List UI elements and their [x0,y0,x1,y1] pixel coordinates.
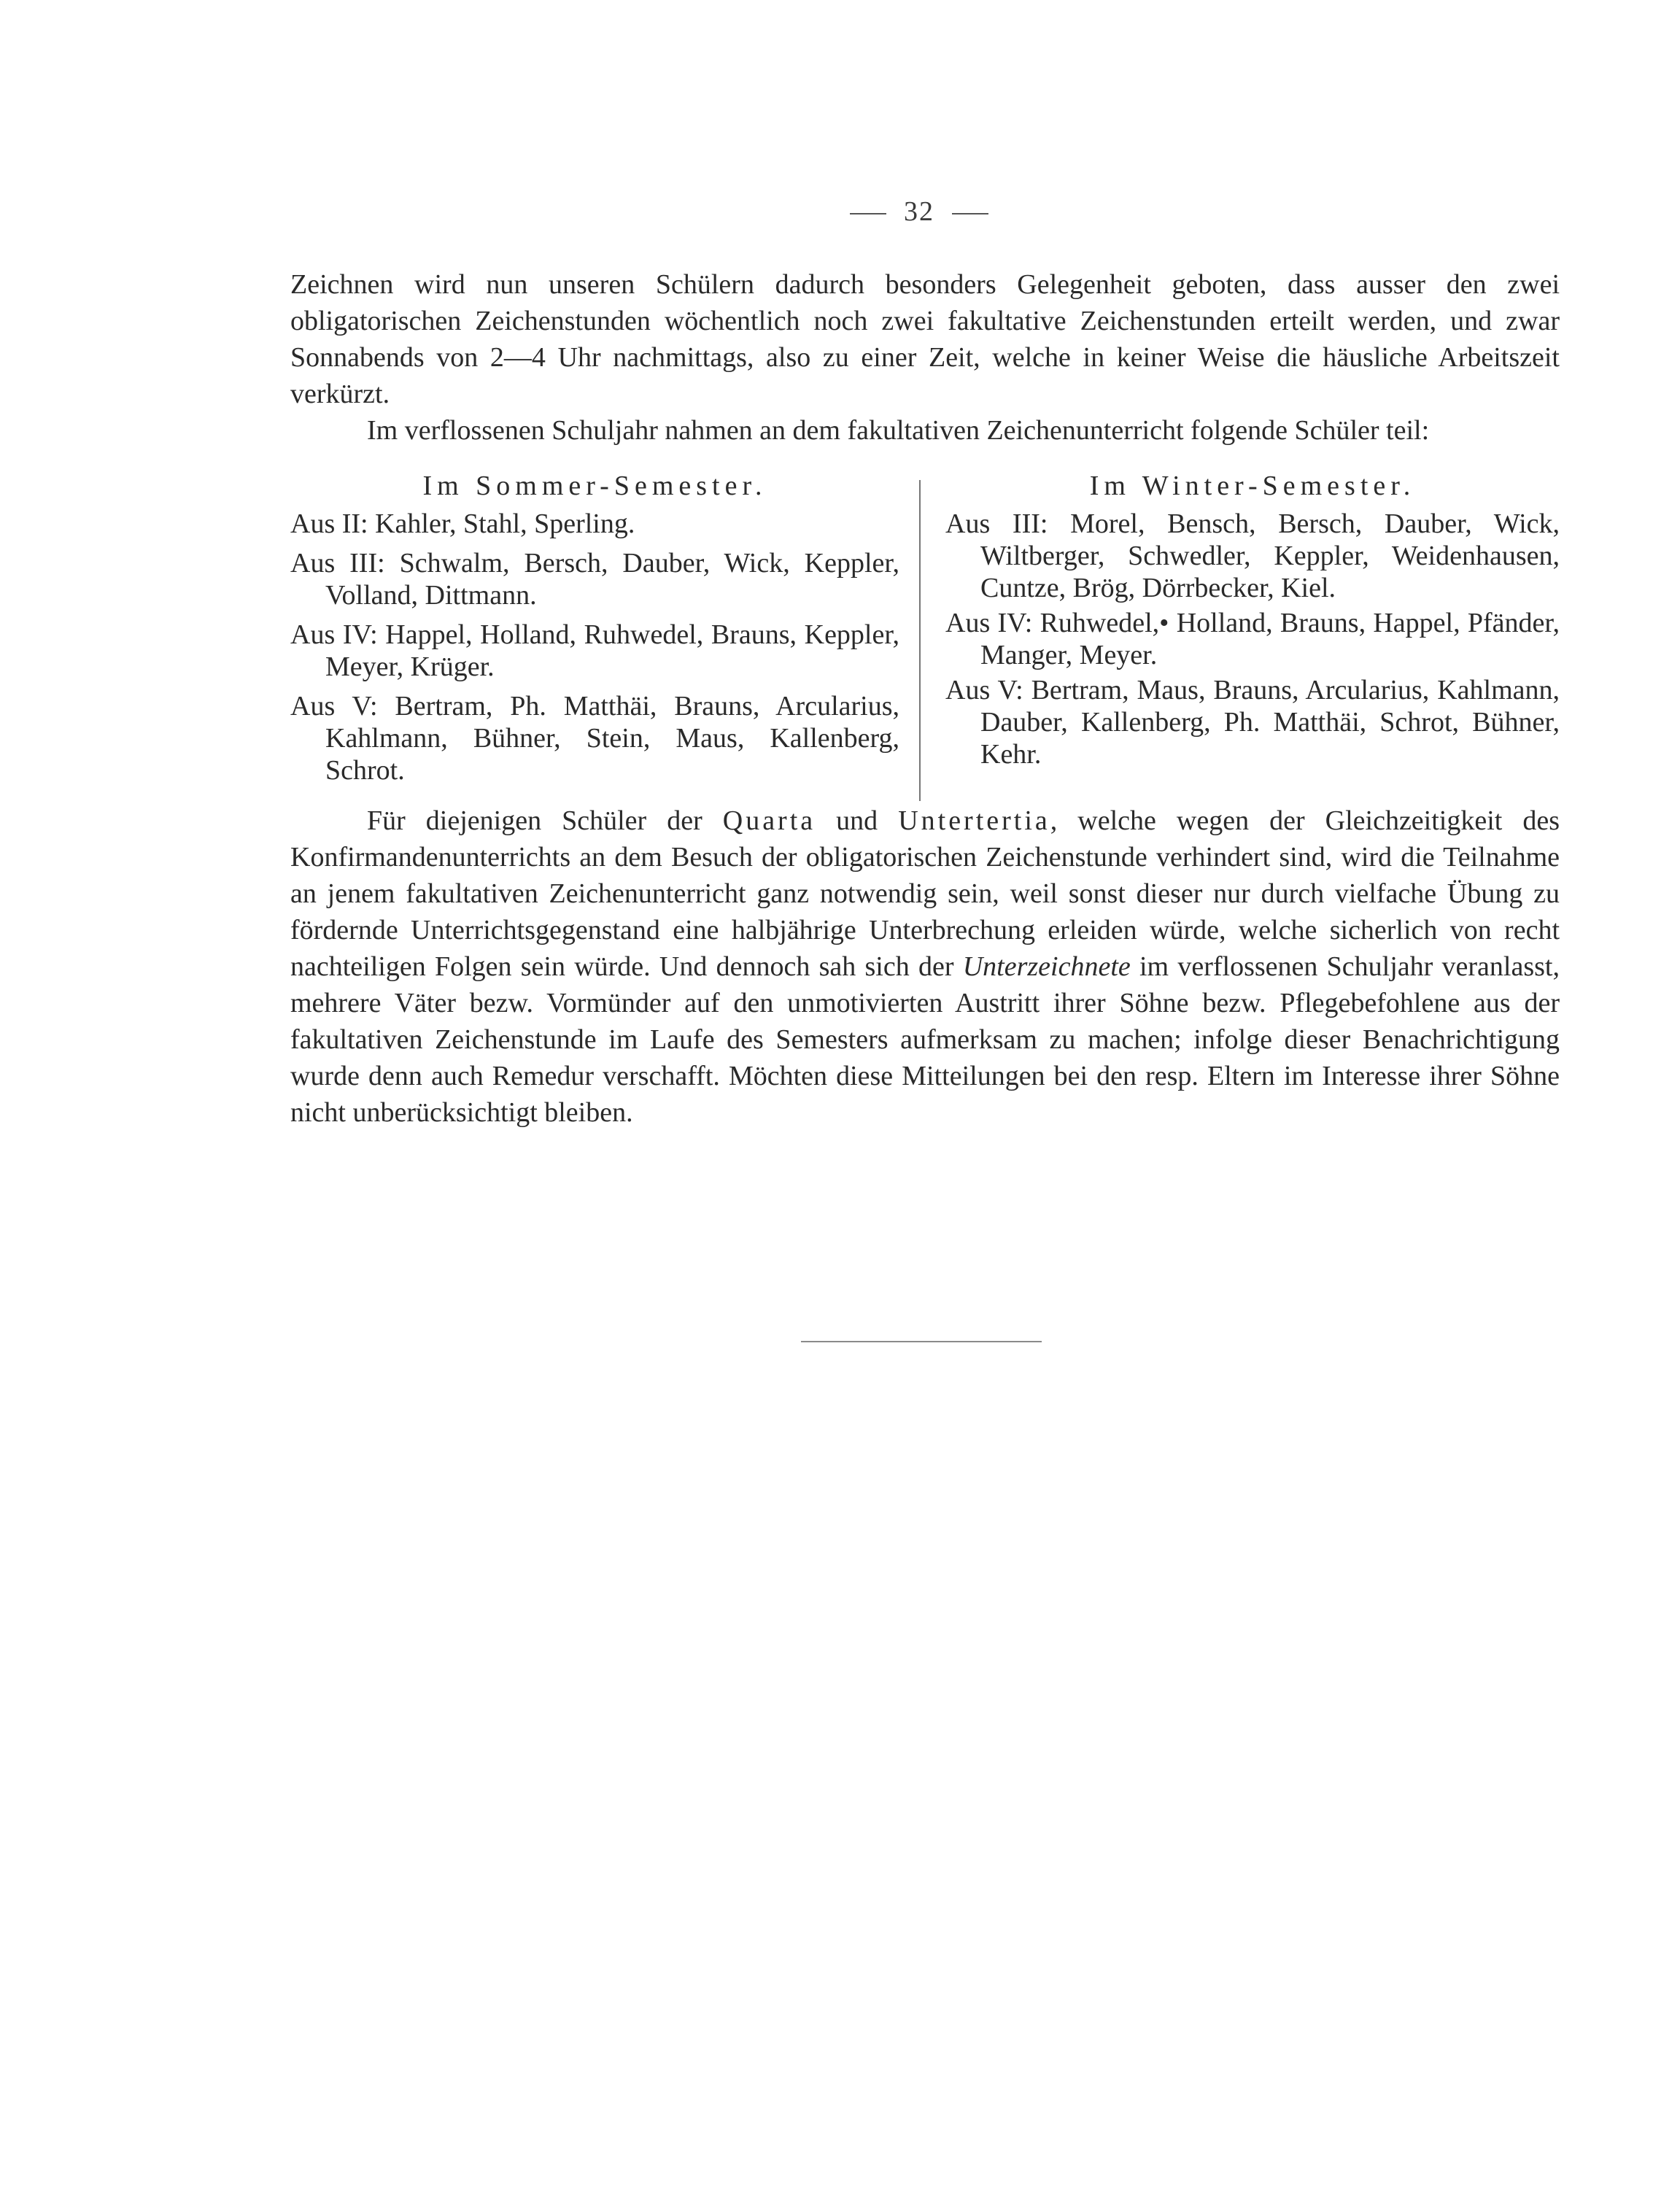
column-divider [919,480,921,801]
class-name-quarta: Quarta [722,805,816,836]
signatory: Unterzeichnete [962,951,1131,982]
summer-semester-column [290,467,899,794]
summer-entry-class-3: Aus III: Schwalm, Bersch, Dauber, Wick, Keppler, Volland, Dittmann. [290,548,899,611]
winter-entry-class-5: Aus V: Bertram, Maus, Brauns, Arcularius, Kahlmann, Dauber, Kallenberg, Ph. Matthäi, Schrot, Bühner, Kehr. [945,675,1560,770]
summer-semester-heading: Im Sommer-Semester. [422,471,767,501]
intro-section [290,266,1560,449]
closing-paragraph [290,802,1560,1131]
dash-right [952,213,988,214]
closing-text-3: , welche wegen der Gleichzeitigkeit des Konfirmandenunterrichts an dem Besuch der obligatorischen Zeichenstunde verhindert sind, wird die Teilnahme an jenem fakultativen Zeichenunterricht ganz notwendig sein, weil sonst dieser nur durch vielfache Übung zu fördernde Unterrichtsgegenstand eine halbjährige Unterbrechung erleiden würde, welche sicherlich von recht nachteiligen Folgen sein würde. Und dennoch sah sich der [290,805,1560,982]
page-number [824,196,1014,228]
closing-text-4: im verflossenen Schuljahr veranlasst, mehrere Väter bezw. Vormünder auf den unmotivierten Austritt ihrer Söhne bezw. Pflegebefohlene aus der fakultativen Zeichenstunde im Laufe des Semesters aufmerksam zu machen; infolge dieser Benachrichtigung wurde denn auch Remedur verschafft. Möchten diese Mitteilungen bei den resp. Eltern im Interesse ihrer Söhne nicht unberücksichtigt bleiben. [290,951,1560,1128]
winter-semester-column [945,467,1560,773]
page-number-value: 32 [904,196,934,227]
summer-entry-class-5: Aus V: Bertram, Ph. Matthäi, Brauns, Arcularius, Kahlmann, Bühner, Stein, Maus, Kallenberg, Schrot. [290,691,899,786]
section-end-rule [801,1341,1042,1342]
winter-semester-heading: Im Winter-Semester. [1089,471,1416,501]
winter-entry-class-3: Aus III: Morel, Bensch, Bersch, Dauber, Wick, Wiltberger, Schwedler, Keppler, Weidenhausen, Cuntze, Brög, Dörrbecker, Kiel. [945,508,1560,603]
student-lists [290,467,1560,802]
summer-entry-class-2: Aus II: Kahler, Stahl, Sperling. [290,508,635,539]
intro-paragraph-1: Zeichnen wird nun unseren Schülern dadurch besonders Gelegenheit geboten, dass ausser den zwei obligatorischen Zeichenstunden wöchentlich noch zwei fakultative Zeichenstunden erteilt werden, und zwar Sonnabends von 2—4 Uhr nachmittags, also zu einer Zeit, welche in keiner Weise die häusliche Arbeitszeit verkürzt. [290,269,1560,409]
closing-text-2: und [816,805,899,836]
winter-entry-class-4: Aus IV: Ruhwedel,• Holland, Brauns, Happel, Pfänder, Manger, Meyer. [945,608,1560,670]
intro-paragraph-2: Im verflossenen Schuljahr nahmen an dem fakultativen Zeichenunterricht folgende Schüler teil: [367,415,1430,446]
summer-entry-class-4: Aus IV: Happel, Holland, Ruhwedel, Brauns, Keppler, Meyer, Krüger. [290,619,899,682]
closing-text-1: Für diejenigen Schüler der [367,805,723,836]
dash-left [850,213,886,214]
class-name-untertertia: Untertertia [898,805,1050,836]
closing-section [290,802,1560,1131]
